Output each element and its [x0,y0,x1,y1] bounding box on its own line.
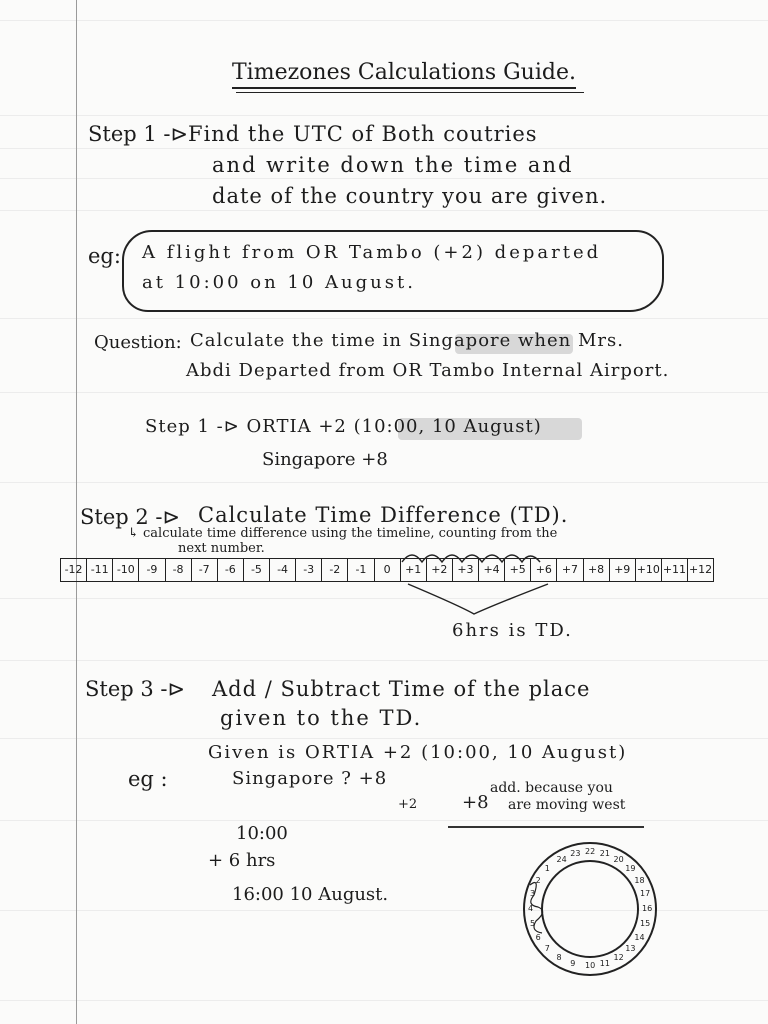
timeline-cell: -1 [348,559,374,581]
timeline-cell: -5 [244,559,270,581]
timeline-cell: -9 [139,559,165,581]
question-line2: Abdi Departed from OR Tambo Internal Airport. [186,360,670,381]
dial-number: 7 [544,944,550,954]
dial-number: 14 [634,932,645,942]
example2-line1: Given is ORTIA +2 (10:00, 10 August) [208,742,628,763]
step1-applied-line1: Step 1 -⊳ ORTIA +2 (10:00, 10 August) [145,416,542,437]
sum-line2: + 6 hrs [208,850,276,871]
timeline-cell: +9 [610,559,636,581]
timeline-cell: +1 [401,559,427,581]
step2-heading: Calculate Time Difference (TD). [198,503,569,527]
example2-note2: are moving west [508,797,626,813]
timeline-cell: +5 [505,559,531,581]
example2-calc-b: +8 [462,792,489,813]
timeline-cell: -12 [61,559,87,581]
dial-number: 9 [570,959,576,969]
dial-number: 5 [529,918,536,928]
td-result: 6hrs is TD. [452,620,573,641]
timeline-cell: +7 [557,559,583,581]
step2-note1: ↳ calculate time difference using the timeline, counting from the [128,526,558,541]
question-line1: Calculate the time in Singapore when Mrs. [190,330,624,351]
dial-number: 12 [613,953,624,963]
timeline-cell: +12 [688,563,713,576]
dial-number: 16 [642,904,653,913]
example2-calc-a: +2 [398,797,418,812]
dial-number: 22 [585,847,596,856]
dial-number: 17 [640,889,651,899]
timeline-cell: -4 [270,559,296,581]
timeline-cell: +11 [662,559,688,581]
example-label: eg: [88,244,121,268]
timeline-cell: 0 [375,559,401,581]
dial-number: 6 [535,932,541,942]
step3-label: Step 3 -⊳ [85,677,186,701]
dial-number: 4 [528,904,534,913]
timeline-cell: -8 [166,559,192,581]
utc-timeline [60,558,714,582]
dial-number: 3 [529,889,536,899]
dial-number: 1 [544,863,550,873]
example-line1: A flight from OR Tambo (+2) departed [142,242,602,263]
step1-line3: date of the country you are given. [212,184,608,208]
dial-number: 24 [556,854,567,864]
sum-line3: 16:00 10 August. [232,884,389,905]
example-line2: at 10:00 on 10 August. [142,272,416,293]
example2-label: eg : [128,767,168,791]
timeline-cell: -3 [296,559,322,581]
dial-number: 15 [640,918,651,928]
sum-line1: 10:00 [236,823,288,844]
step1-line2: and write down the time and [212,153,574,177]
example2-note1: add. because you [490,780,613,796]
dial-number: 21 [599,848,610,858]
timeline-cell: +3 [453,559,479,581]
dial-number: 10 [585,961,596,970]
timeline-cell: +8 [584,559,610,581]
dial-number: 18 [634,875,645,885]
timeline-cell: -10 [113,559,139,581]
timeline-cell: +4 [479,559,505,581]
timeline-cell: -6 [218,559,244,581]
td-brace [408,584,548,614]
step3-line2: given to the TD. [220,706,423,730]
timeline-cell: -2 [322,559,348,581]
timeline-cell: -7 [192,559,218,581]
divider [448,826,644,828]
step1-applied-line2: Singapore +8 [262,449,388,470]
step1-label: Step 1 -⊳ [88,122,189,146]
step2-label: Step 2 -⊳ [80,505,181,529]
step3-line1: Add / Subtract Time of the place [212,677,591,701]
dial-number: 23 [570,848,581,858]
timeline-cell: +2 [427,559,453,581]
time-dial-inner [541,860,639,958]
dial-number: 2 [535,875,541,885]
page-title: Timezones Calculations Guide. [232,60,576,89]
dial-number: 13 [625,944,636,954]
example2-line2: Singapore ? +8 [232,768,388,789]
dial-number: 20 [613,854,624,864]
dial-number: 11 [599,959,610,969]
step2-note2: next number. [178,541,265,556]
timeline-cell: +6 [531,559,557,581]
dial-number: 8 [556,953,562,963]
timeline-cell: -11 [87,559,113,581]
dial-number: 19 [625,863,636,873]
question-label: Question: [94,332,182,353]
timeline-cell: +10 [636,559,662,581]
step1-line1: Find the UTC of Both coutries [188,122,538,146]
